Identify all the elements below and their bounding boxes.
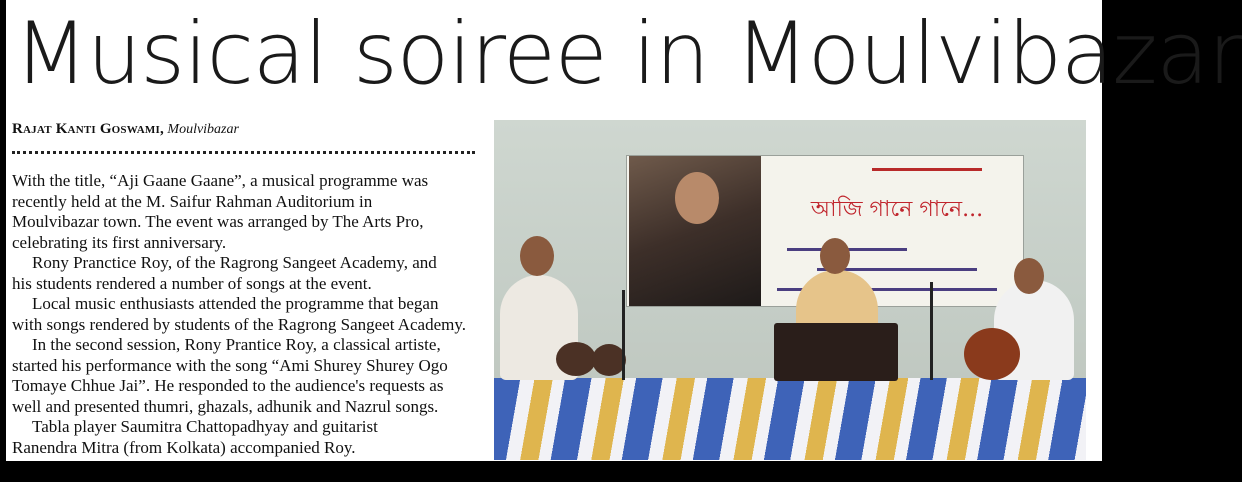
body-line: In the second session, Rony Prantice Roy, a classical artiste, [32,335,441,354]
dotted-rule [12,151,475,154]
body-line: his students rendered a number of songs at the event. [12,273,372,293]
body-line: Rony Pranctice Roy, of the Ragrong Sangeet Academy, and [32,253,437,272]
portrait-face [675,172,719,224]
tabla-drum-small [592,344,626,376]
banner-portrait [629,156,761,306]
guitar [964,328,1020,380]
byline-author: Rajat Kanti Goswami, [12,121,164,137]
singer-head [820,238,850,274]
body-line: started his performance with the song “Ami Shurey Shurey Ogo [12,355,448,375]
banner-header-line [872,168,982,171]
body-line: with songs rendered by students of the Ragrong Sangeet Academy. [12,314,467,334]
harmonium [774,323,898,381]
body-line: Ranendra Mitra (from Kolkata) accompanied Roy. [12,437,356,457]
newspaper-page [6,0,1242,461]
body-line: With the title, “Aji Gaane Gaane”, a musical programme was [12,171,429,190]
body-line: well and presented thumri, ghazals, adhunik and Nazrul songs. [12,396,439,416]
body-line: Moulvibazar town. The event was arranged by The Arts Pro, [12,212,424,231]
tabla-player-head [520,236,554,276]
headline: Musical soiree in Moulvibazar [14,4,1242,104]
body-line: recently held at the M. Saifur Rahman Auditorium in [12,191,373,211]
tabla-drum [556,342,596,376]
byline-location: Moulvibazar [167,122,239,137]
body-line: celebrating its first anniversary. [12,232,227,252]
banner-title: আজি গানে গানে... [810,197,984,222]
event-photo [494,120,1086,459]
mic-stand [622,290,625,380]
stage-drape [494,378,1086,460]
byline [12,121,239,138]
body-line: Tabla player Saumitra Chattopadhyay and guitarist [32,417,378,436]
guitarist-head [1014,258,1044,294]
mic-stand [930,282,933,380]
body-line: Tomaye Chhue Jai”. He responded to the audience's requests as [12,376,444,395]
article-body [12,171,482,458]
body-line: Local music enthusiasts attended the programme that began [32,294,439,313]
